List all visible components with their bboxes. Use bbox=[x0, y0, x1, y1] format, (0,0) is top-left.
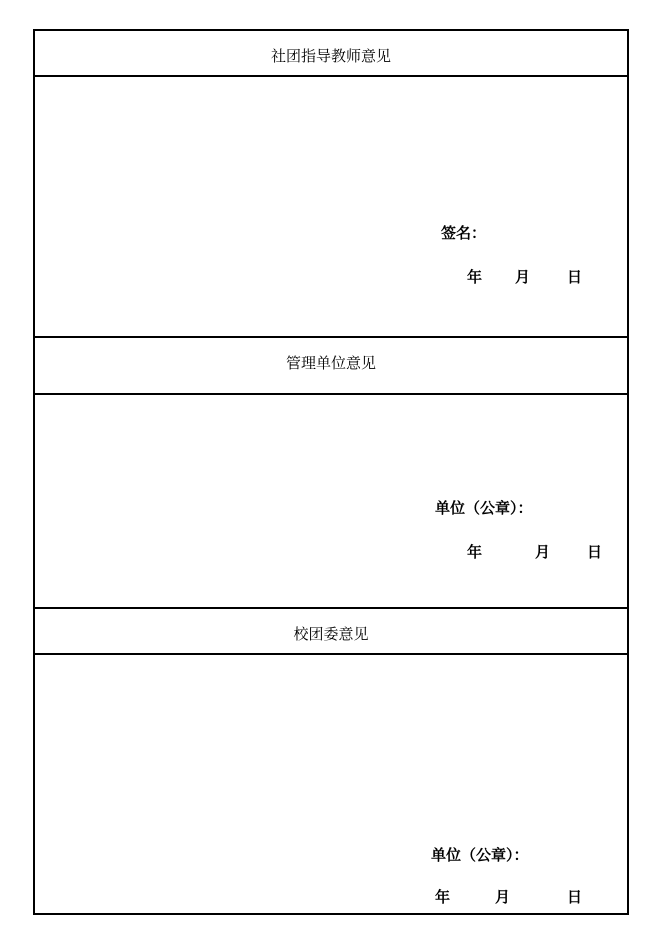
seal-label: 单位（公章）： bbox=[435, 499, 533, 517]
date-year: 年 bbox=[467, 543, 483, 561]
divider bbox=[35, 393, 627, 395]
date-year: 年 bbox=[467, 268, 483, 286]
approval-form bbox=[33, 29, 629, 915]
section-1-title: 社团指导教师意见 bbox=[270, 47, 391, 65]
signature-label: 签名： bbox=[441, 224, 487, 242]
divider bbox=[35, 607, 627, 609]
date-year: 年 bbox=[435, 888, 451, 906]
date-day: 日 bbox=[567, 888, 583, 906]
date-day: 日 bbox=[587, 543, 603, 561]
date-month: 月 bbox=[495, 888, 511, 906]
divider bbox=[35, 75, 627, 77]
section-2-title: 管理单位意见 bbox=[285, 354, 376, 372]
date-month: 月 bbox=[535, 543, 551, 561]
divider bbox=[35, 336, 627, 338]
date-day: 日 bbox=[567, 268, 583, 286]
divider bbox=[35, 653, 627, 655]
section-3-title: 校团委意见 bbox=[293, 625, 369, 643]
seal-label: 单位（公章）： bbox=[431, 846, 529, 864]
date-month: 月 bbox=[515, 268, 531, 286]
